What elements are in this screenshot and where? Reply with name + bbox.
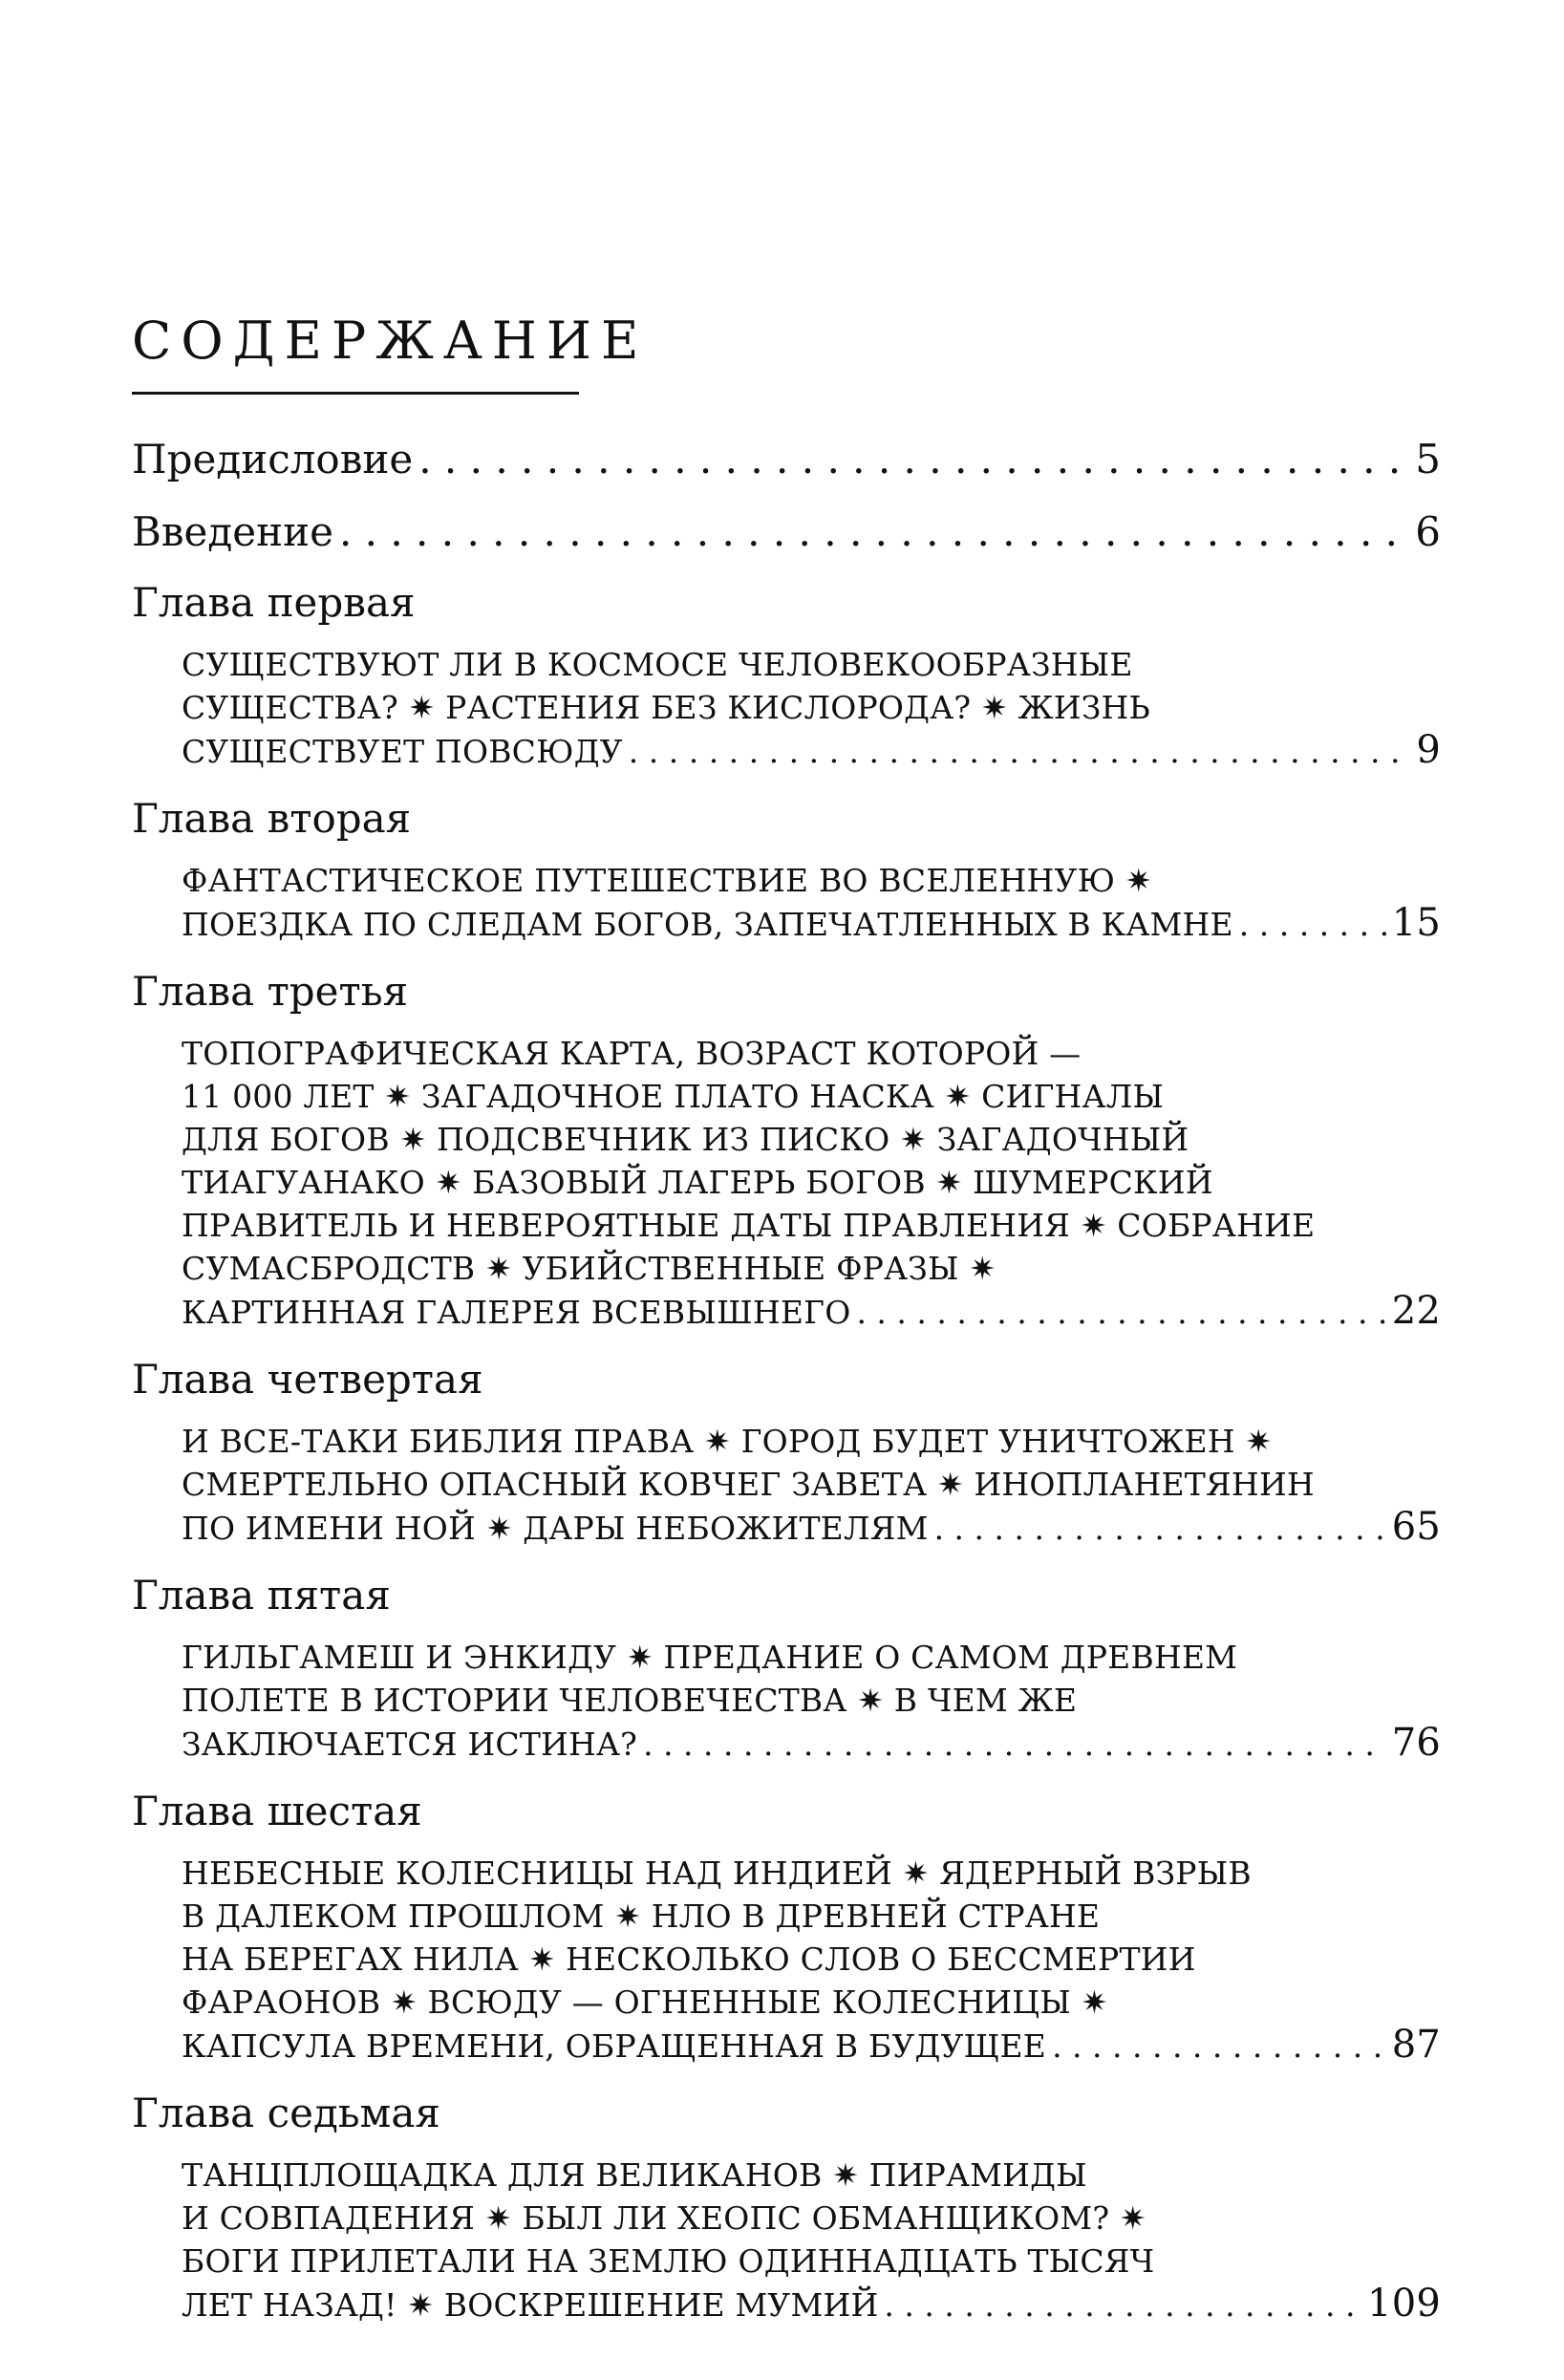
chapter-page-number: 9 xyxy=(1416,728,1441,772)
chapter-4[interactable] xyxy=(132,1353,1441,1550)
summary-line: НА БЕРЕГАХ НИЛА ✷ НЕСКОЛЬКО СЛОВ О БЕССМЕРТИИ xyxy=(182,1940,1196,1978)
chapter-7[interactable] xyxy=(132,2087,1441,2326)
summary-last-line xyxy=(182,902,1441,946)
summary-last-line xyxy=(182,2283,1441,2326)
chapter-title: Глава вторая xyxy=(132,795,412,842)
summary-line: В ДАЛЕКОМ ПРОШЛОМ ✷ НЛО В ДРЕВНЕЙ СТРАНЕ xyxy=(182,1898,1101,1935)
chapter-6[interactable] xyxy=(132,1785,1441,2068)
chapter-summary xyxy=(182,643,1441,773)
chapter-summary xyxy=(182,2154,1441,2326)
summary-line: БОГИ ПРИЛЕТАЛИ НА ЗЕМЛЮ ОДИННАДЦАТЬ ТЫСЯЧ xyxy=(182,2242,1155,2280)
chapter-page-number: 65 xyxy=(1391,1505,1441,1549)
dot-leader xyxy=(418,431,1409,488)
chapter-page-number: 87 xyxy=(1391,2023,1441,2067)
entry-label: Предисловие xyxy=(132,436,414,482)
summary-line: СУЩЕСТВУЕТ ПОВСЮДУ xyxy=(182,733,623,770)
summary-last-line xyxy=(182,1722,1441,1766)
summary-line: И СОВПАДЕНИЯ ✷ БЫЛ ЛИ ХЕОПС ОБМАНЩИКОМ? ✷ xyxy=(182,2199,1146,2237)
chapter-title: Глава четвертая xyxy=(132,1356,483,1403)
summary-line: 11 000 ЛЕТ ✷ ЗАГАДОЧНОЕ ПЛАТО НАСКА ✷ СИГНАЛЫ xyxy=(182,1078,1165,1115)
summary-line: ПРАВИТЕЛЬ И НЕВЕРОЯТНЫЕ ДАТЫ ПРАВЛЕНИЯ ✷ СОБРАНИЕ xyxy=(182,1207,1316,1244)
summary-line: ФАРАОНОВ ✷ ВСЮДУ — ОГНЕННЫЕ КОЛЕСНИЦЫ ✷ xyxy=(182,1983,1108,2021)
summary-line: КАРТИННАЯ ГАЛЕРЕЯ ВСЕВЫШНЕГО xyxy=(182,1294,851,1331)
chapter-title: Глава пятая xyxy=(132,1572,391,1619)
chapter-page-number: 109 xyxy=(1367,2282,1441,2326)
chapter-summary xyxy=(182,1636,1441,1766)
entry-page-number: 5 xyxy=(1415,436,1441,482)
summary-line: ГИЛЬГАМЕШ И ЭНКИДУ ✷ ПРЕДАНИЕ О САМОМ ДРЕВНЕМ xyxy=(182,1639,1238,1676)
summary-line: ДЛЯ БОГОВ ✷ ПОДСВЕЧНИК ИЗ ПИСКО ✷ ЗАГАДОЧНЫЙ xyxy=(182,1121,1189,1158)
chapter-page-number: 76 xyxy=(1391,1721,1441,1765)
summary-last-line xyxy=(182,1506,1441,1550)
dot-leader xyxy=(884,2284,1361,2326)
chapter-title: Глава седьмая xyxy=(132,2090,440,2136)
chapter-summary xyxy=(182,1420,1441,1550)
dot-leader xyxy=(934,1507,1386,1550)
chapter-5[interactable] xyxy=(132,1569,1441,1766)
chapter-summary xyxy=(182,1852,1441,2068)
summary-line: СМЕРТЕЛЬНО ОПАСНЫЙ КОВЧЕГ ЗАВЕТА ✷ ИНОПЛАНЕТЯНИН xyxy=(182,1466,1315,1503)
summary-line: СУЩЕСТВА? ✷ РАСТЕНИЯ БЕЗ КИСЛОРОДА? ✷ ЖИЗНЬ xyxy=(182,689,1150,726)
chapter-title: Глава шестая xyxy=(132,1788,422,1834)
entry-page-number: 6 xyxy=(1415,508,1441,555)
summary-line: И ВСЕ-ТАКИ БИБЛИЯ ПРАВА ✷ ГОРОД БУДЕТ УНИЧТОЖЕН ✷ xyxy=(182,1423,1273,1460)
summary-last-line xyxy=(182,2024,1441,2068)
summary-line: ФАНТАСТИЧЕСКОЕ ПУТЕШЕСТВИЕ ВО ВСЕЛЕННУЮ ✷ xyxy=(182,862,1152,899)
summary-line: СУЩЕСТВУЮТ ЛИ В КОСМОСЕ ЧЕЛОВЕКООБРАЗНЫЕ xyxy=(182,646,1133,683)
summary-line: СУМАСБРОДСТВ ✷ УБИЙСТВЕННЫЕ ФРАЗЫ ✷ xyxy=(182,1250,996,1287)
dot-leader xyxy=(629,730,1411,773)
summary-last-line xyxy=(182,1290,1441,1334)
dot-leader xyxy=(856,1291,1385,1334)
summary-line: ТОПОГРАФИЧЕСКАЯ КАРТА, ВОЗРАСТ КОТОРОЙ — xyxy=(182,1035,1082,1072)
summary-line: ПОЛЕТЕ В ИСТОРИИ ЧЕЛОВЕЧЕСТВА ✷ В ЧЕМ ЖЕ xyxy=(182,1682,1078,1719)
chapter-page-number: 22 xyxy=(1391,1289,1441,1333)
chapter-2[interactable] xyxy=(132,792,1441,946)
title-underline xyxy=(132,392,579,395)
summary-line: ТИАГУАНАКО ✷ БАЗОВЫЙ ЛАГЕРЬ БОГОВ ✷ ШУМЕРСКИЙ xyxy=(182,1164,1213,1201)
toc-entry-introduction[interactable] xyxy=(132,504,1441,561)
summary-line: ТАНЦПЛОЩАДКА ДЛЯ ВЕЛИКАНОВ ✷ ПИРАМИДЫ xyxy=(182,2156,1087,2194)
summary-line: ПО ИМЕНИ НОЙ ✷ ДАРЫ НЕБОЖИТЕЛЯМ xyxy=(182,1510,929,1547)
summary-line: КАПСУЛА ВРЕМЕНИ, ОБРАЩЕННАЯ В БУДУЩЕЕ xyxy=(182,2027,1047,2065)
chapter-page-number: 15 xyxy=(1391,901,1441,945)
chapter-1[interactable] xyxy=(132,576,1441,773)
dot-leader xyxy=(1239,903,1386,946)
dot-leader xyxy=(1052,2025,1386,2068)
chapter-summary xyxy=(182,1032,1441,1334)
chapter-title: Глава третья xyxy=(132,968,409,1015)
dot-leader xyxy=(339,504,1409,561)
summary-line: ПОЕЗДКА ПО СЛЕДАМ БОГОВ, ЗАПЕЧАТЛЕННЫХ В КАМНЕ xyxy=(182,906,1233,943)
toc-title: СОДЕРЖАНИЕ xyxy=(132,311,649,371)
toc-page xyxy=(132,311,1441,2346)
summary-last-line xyxy=(182,729,1441,773)
summary-line: НЕБЕСНЫЕ КОЛЕСНИЦЫ НАД ИНДИЕЙ ✷ ЯДЕРНЫЙ ВЗРЫВ xyxy=(182,1855,1252,1892)
summary-line: ЛЕТ НАЗАД! ✷ ВОСКРЕШЕНИЕ МУМИЙ xyxy=(182,2286,879,2324)
chapter-summary xyxy=(182,859,1441,946)
chapter-3[interactable] xyxy=(132,965,1441,1334)
chapter-title: Глава первая xyxy=(132,579,416,626)
dot-leader xyxy=(643,1723,1386,1766)
summary-line: ЗАКЛЮЧАЕТСЯ ИСТИНА? xyxy=(182,1726,638,1763)
entry-label: Введение xyxy=(132,508,333,555)
toc-entry-preface[interactable] xyxy=(132,431,1441,488)
